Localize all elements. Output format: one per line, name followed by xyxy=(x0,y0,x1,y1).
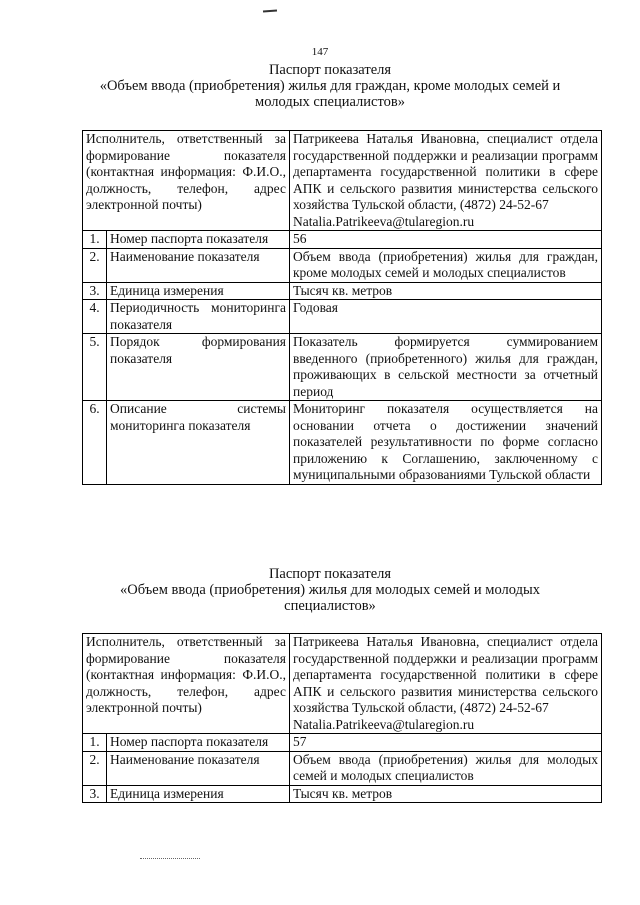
row-number: 2. xyxy=(83,248,107,282)
row-label: Единица измерения xyxy=(107,282,290,300)
row-label: Номер паспорта показателя xyxy=(107,734,290,752)
table-row xyxy=(83,300,602,334)
row-number: 6. xyxy=(83,401,107,485)
passport-1-heading: Паспорт показателя xyxy=(268,62,392,78)
row-label: Номер паспорта показателя xyxy=(107,231,290,249)
row-number: 4. xyxy=(83,300,107,334)
contact-value-cell xyxy=(290,634,602,734)
row-label: Наименование показателя xyxy=(107,751,290,785)
table-row xyxy=(83,401,602,485)
passport-2-title xyxy=(60,566,600,614)
table-row xyxy=(83,751,602,785)
row-label: Наименование показателя xyxy=(107,248,290,282)
passport-2-name-line2: специалистов» xyxy=(284,598,376,614)
row-label: Описание системы мониторинга показателя xyxy=(107,401,290,485)
passport-1-name-line1: «Объем ввода (приобретения) жилья для граждан, кроме молодых семей и xyxy=(99,78,561,94)
contact-email: Natalia.Patrikeeva@tularegion.ru xyxy=(293,716,475,732)
page-number: 147 xyxy=(311,46,329,58)
passport-2-table xyxy=(82,633,602,803)
row-number: 1. xyxy=(83,231,107,249)
table-row xyxy=(83,231,602,249)
row-value: Тысяч кв. метров xyxy=(290,282,602,300)
row-value: Показатель формируется суммированием введенного (приобретенного) жилья для граждан, проживающих в сельской местности за отчетный период xyxy=(290,334,602,401)
contact-email: Natalia.Patrikeeva@tularegion.ru xyxy=(293,213,475,229)
row-value: Годовая xyxy=(290,300,602,334)
row-value: Мониторинг показателя осуществляется на основании отчета о достижении значений показателей результативности по форме согласно приложению к Соглашению, заключенному с муниципальными образованиями Тульской области xyxy=(290,401,602,485)
row-value: Объем ввода (приобретения) жилья для граждан, кроме молодых семей и молодых специалистов xyxy=(290,248,602,282)
contact-value: Патрикеева Наталья Ивановна, специалист отдела государственной поддержки и реализации программ департамента государственной политики в сфере АПК и сельского развития министерства сельского хозяйства Тульской области, (4872) 24-52-67 xyxy=(293,131,598,212)
row-number: 1. xyxy=(83,734,107,752)
contact-label-cell: Исполнитель, ответственный за формирование показателя (контактная информация: Ф.И.О., должность, телефон, адрес электронной почты) xyxy=(83,131,290,231)
passport-1-name-line2: молодых специалистов» xyxy=(255,94,405,110)
row-value: 57 xyxy=(290,734,602,752)
scan-artifact-dots xyxy=(140,858,200,860)
table-row xyxy=(83,634,602,734)
passport-1-table xyxy=(82,130,602,485)
table-row xyxy=(83,334,602,401)
row-label: Единица измерения xyxy=(107,785,290,803)
passport-1-title xyxy=(60,62,600,110)
contact-value: Патрикеева Наталья Ивановна, специалист отдела государственной поддержки и реализации программ департамента государственной политики в сфере АПК и сельского развития министерства сельского хозяйства Тульской области, (4872) 24-52-67 xyxy=(293,634,598,715)
table-row xyxy=(83,734,602,752)
row-value: Объем ввода (приобретения) жилья для молодых семей и молодых специалистов xyxy=(290,751,602,785)
row-label: Порядок формирования показателя xyxy=(107,334,290,401)
row-number: 3. xyxy=(83,785,107,803)
table-row xyxy=(83,785,602,803)
table-row xyxy=(83,248,602,282)
row-number: 5. xyxy=(83,334,107,401)
passport-2-heading: Паспорт показателя xyxy=(268,566,392,582)
scan-artifact-mark xyxy=(263,10,277,13)
table-row xyxy=(83,131,602,231)
contact-label-cell: Исполнитель, ответственный за формирование показателя (контактная информация: Ф.И.О., должность, телефон, адрес электронной почты) xyxy=(83,634,290,734)
row-number: 2. xyxy=(83,751,107,785)
contact-value-cell xyxy=(290,131,602,231)
row-label: Периодичность мониторинга показателя xyxy=(107,300,290,334)
row-number: 3. xyxy=(83,282,107,300)
row-value: 56 xyxy=(290,231,602,249)
passport-2-name-line1: «Объем ввода (приобретения) жилья для молодых семей и молодых xyxy=(120,582,540,598)
row-value: Тысяч кв. метров xyxy=(290,785,602,803)
table-row xyxy=(83,282,602,300)
